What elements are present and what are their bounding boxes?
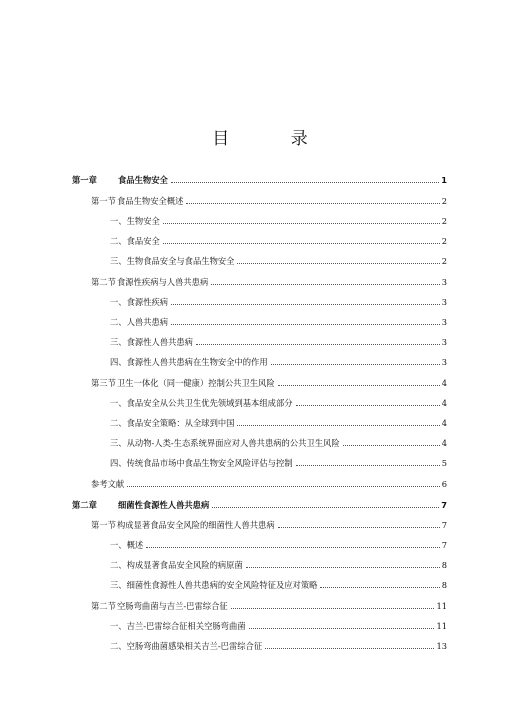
dot-leader bbox=[127, 485, 440, 487]
toc-entry-title: 二、空肠弯曲菌感染相关吉兰-巴雷综合征 bbox=[110, 641, 263, 651]
dot-leader bbox=[237, 262, 439, 264]
toc-entry-page: 11 bbox=[436, 621, 447, 631]
toc-entry-page: 8 bbox=[441, 580, 447, 590]
toc-entry-page: 3 bbox=[441, 337, 447, 347]
toc-entry-title: 三、从动物-人类-生态系统界面应对人兽共患病的公共卫生风险 bbox=[110, 438, 340, 448]
toc-entry-page: 5 bbox=[441, 458, 447, 468]
toc-entry-title: 食源性疾病与人兽共患病 bbox=[117, 277, 209, 287]
toc-entry-title: 卫生一体化（同一健康）控制公共卫生风险 bbox=[117, 378, 275, 388]
toc-entry-page: 2 bbox=[441, 256, 447, 266]
toc-entry bbox=[110, 539, 447, 551]
dot-leader bbox=[320, 586, 439, 588]
toc-entry bbox=[110, 356, 447, 368]
dot-leader bbox=[146, 546, 440, 548]
toc-entry-page: 4 bbox=[441, 418, 447, 428]
dot-leader bbox=[196, 343, 440, 345]
toc-entry-page: 3 bbox=[441, 277, 447, 287]
toc-entry-page: 6 bbox=[441, 479, 447, 489]
dot-leader bbox=[249, 627, 435, 629]
toc-entry-page: 7 bbox=[441, 520, 447, 530]
toc-entry bbox=[72, 499, 447, 511]
toc-entry-page: 13 bbox=[436, 641, 447, 651]
dot-leader bbox=[271, 363, 440, 365]
toc-entry-title: 三、细菌性食源性人兽共患病的安全风险特征及应对策略 bbox=[110, 580, 318, 590]
toc-entry bbox=[110, 316, 447, 328]
toc-entry-page: 1 bbox=[441, 175, 447, 185]
toc-entry-page: 2 bbox=[441, 196, 447, 206]
toc-entry bbox=[91, 377, 447, 389]
toc-entry-title: 参考文献 bbox=[91, 479, 125, 489]
toc-entry bbox=[110, 397, 447, 409]
dot-leader bbox=[278, 384, 440, 386]
toc-entry-page: 7 bbox=[441, 540, 447, 550]
toc-entry-title: 一、生物安全 bbox=[110, 216, 160, 226]
dot-leader bbox=[246, 566, 440, 568]
dot-leader bbox=[296, 464, 440, 466]
toc-entry-title: 细菌性食源性人兽共患病 bbox=[118, 500, 210, 510]
toc-entry-number: 第一节 bbox=[91, 196, 116, 206]
toc-entry-title: 一、食品安全从公共卫生优先领域到基本组成部分 bbox=[110, 398, 293, 408]
dot-leader bbox=[171, 181, 439, 183]
toc-entry-page: 4 bbox=[441, 438, 447, 448]
toc-entry-number: 第三节 bbox=[91, 378, 116, 388]
toc-entry bbox=[110, 640, 447, 652]
toc-entry-page: 4 bbox=[441, 398, 447, 408]
toc-entry-title: 食品生物安全概述 bbox=[117, 196, 184, 206]
toc-entry-title: 四、食源性人兽共患病在生物安全中的作用 bbox=[110, 357, 268, 367]
toc-entry bbox=[110, 417, 447, 429]
toc-entry bbox=[110, 235, 447, 247]
toc-entry-page: 2 bbox=[441, 236, 447, 246]
toc-entry bbox=[110, 255, 447, 267]
toc-entry-page: 3 bbox=[441, 357, 447, 367]
toc-entry-page: 3 bbox=[441, 317, 447, 327]
dot-leader bbox=[211, 283, 439, 285]
dot-leader bbox=[163, 222, 440, 224]
toc-entry bbox=[91, 276, 447, 288]
toc-entry-page: 8 bbox=[441, 560, 447, 570]
toc-entry bbox=[110, 457, 447, 469]
toc-entry bbox=[72, 174, 447, 186]
toc-entry bbox=[110, 296, 447, 308]
toc-entry-title: 食品生物安全 bbox=[118, 175, 168, 185]
toc-entry bbox=[110, 215, 447, 227]
toc-entry bbox=[110, 336, 447, 348]
toc-entry-number: 第二章 bbox=[72, 500, 97, 510]
toc-entry bbox=[110, 579, 447, 591]
toc-entry bbox=[91, 478, 447, 490]
toc-entry bbox=[91, 600, 447, 612]
toc-entry-title: 二、食品安全策略：从全球到中国 bbox=[110, 418, 235, 428]
toc-entry-page: 2 bbox=[441, 216, 447, 226]
dot-leader bbox=[343, 444, 440, 446]
toc-entry-title: 一、吉兰-巴雷综合征相关空肠弯曲菌 bbox=[110, 621, 246, 631]
toc-entry-title: 二、食品安全 bbox=[110, 236, 160, 246]
toc-entry bbox=[91, 195, 447, 207]
toc-entry-page: 4 bbox=[441, 378, 447, 388]
toc-entry-number: 第一节 bbox=[91, 520, 116, 530]
dot-leader bbox=[265, 647, 434, 649]
toc-entry-title: 二、人兽共患病 bbox=[110, 317, 169, 327]
dot-leader bbox=[171, 303, 440, 305]
toc-entry-title: 构成显著食品安全风险的细菌性人兽共患病 bbox=[117, 520, 275, 530]
toc-entry-page: 7 bbox=[441, 500, 447, 510]
toc-entry-title: 三、生物食品安全与食品生物安全 bbox=[110, 256, 235, 266]
toc-entry bbox=[91, 519, 447, 531]
toc-entry-page: 11 bbox=[436, 601, 447, 611]
dot-leader bbox=[278, 526, 440, 528]
toc-entry-number: 第二节 bbox=[91, 601, 116, 611]
toc-entry-title: 一、概述 bbox=[110, 540, 144, 550]
dot-leader bbox=[212, 506, 439, 508]
toc-entry-title: 一、食源性疾病 bbox=[110, 297, 169, 307]
toc-entry bbox=[110, 559, 447, 571]
toc-entry-title: 空肠弯曲菌与吉兰-巴雷综合征 bbox=[117, 601, 228, 611]
dot-leader bbox=[231, 607, 435, 609]
dot-leader bbox=[237, 424, 439, 426]
toc-entry-number: 第一章 bbox=[72, 175, 97, 185]
dot-leader bbox=[163, 242, 440, 244]
dot-leader bbox=[296, 404, 440, 406]
dot-leader bbox=[186, 202, 439, 204]
toc-entry-title: 三、食源性人兽共患病 bbox=[110, 337, 193, 347]
toc-entry-title: 二、构成显著食品安全风险的病原菌 bbox=[110, 560, 243, 570]
toc-entry bbox=[110, 620, 447, 632]
toc-entry-title: 四、传统食品市场中食品生物安全风险评估与控制 bbox=[110, 458, 293, 468]
toc-title: 目 录 bbox=[212, 129, 336, 149]
toc-entry-number: 第二节 bbox=[91, 277, 116, 287]
dot-leader bbox=[171, 323, 440, 325]
toc-entry bbox=[110, 437, 447, 449]
toc-entry-page: 3 bbox=[441, 297, 447, 307]
